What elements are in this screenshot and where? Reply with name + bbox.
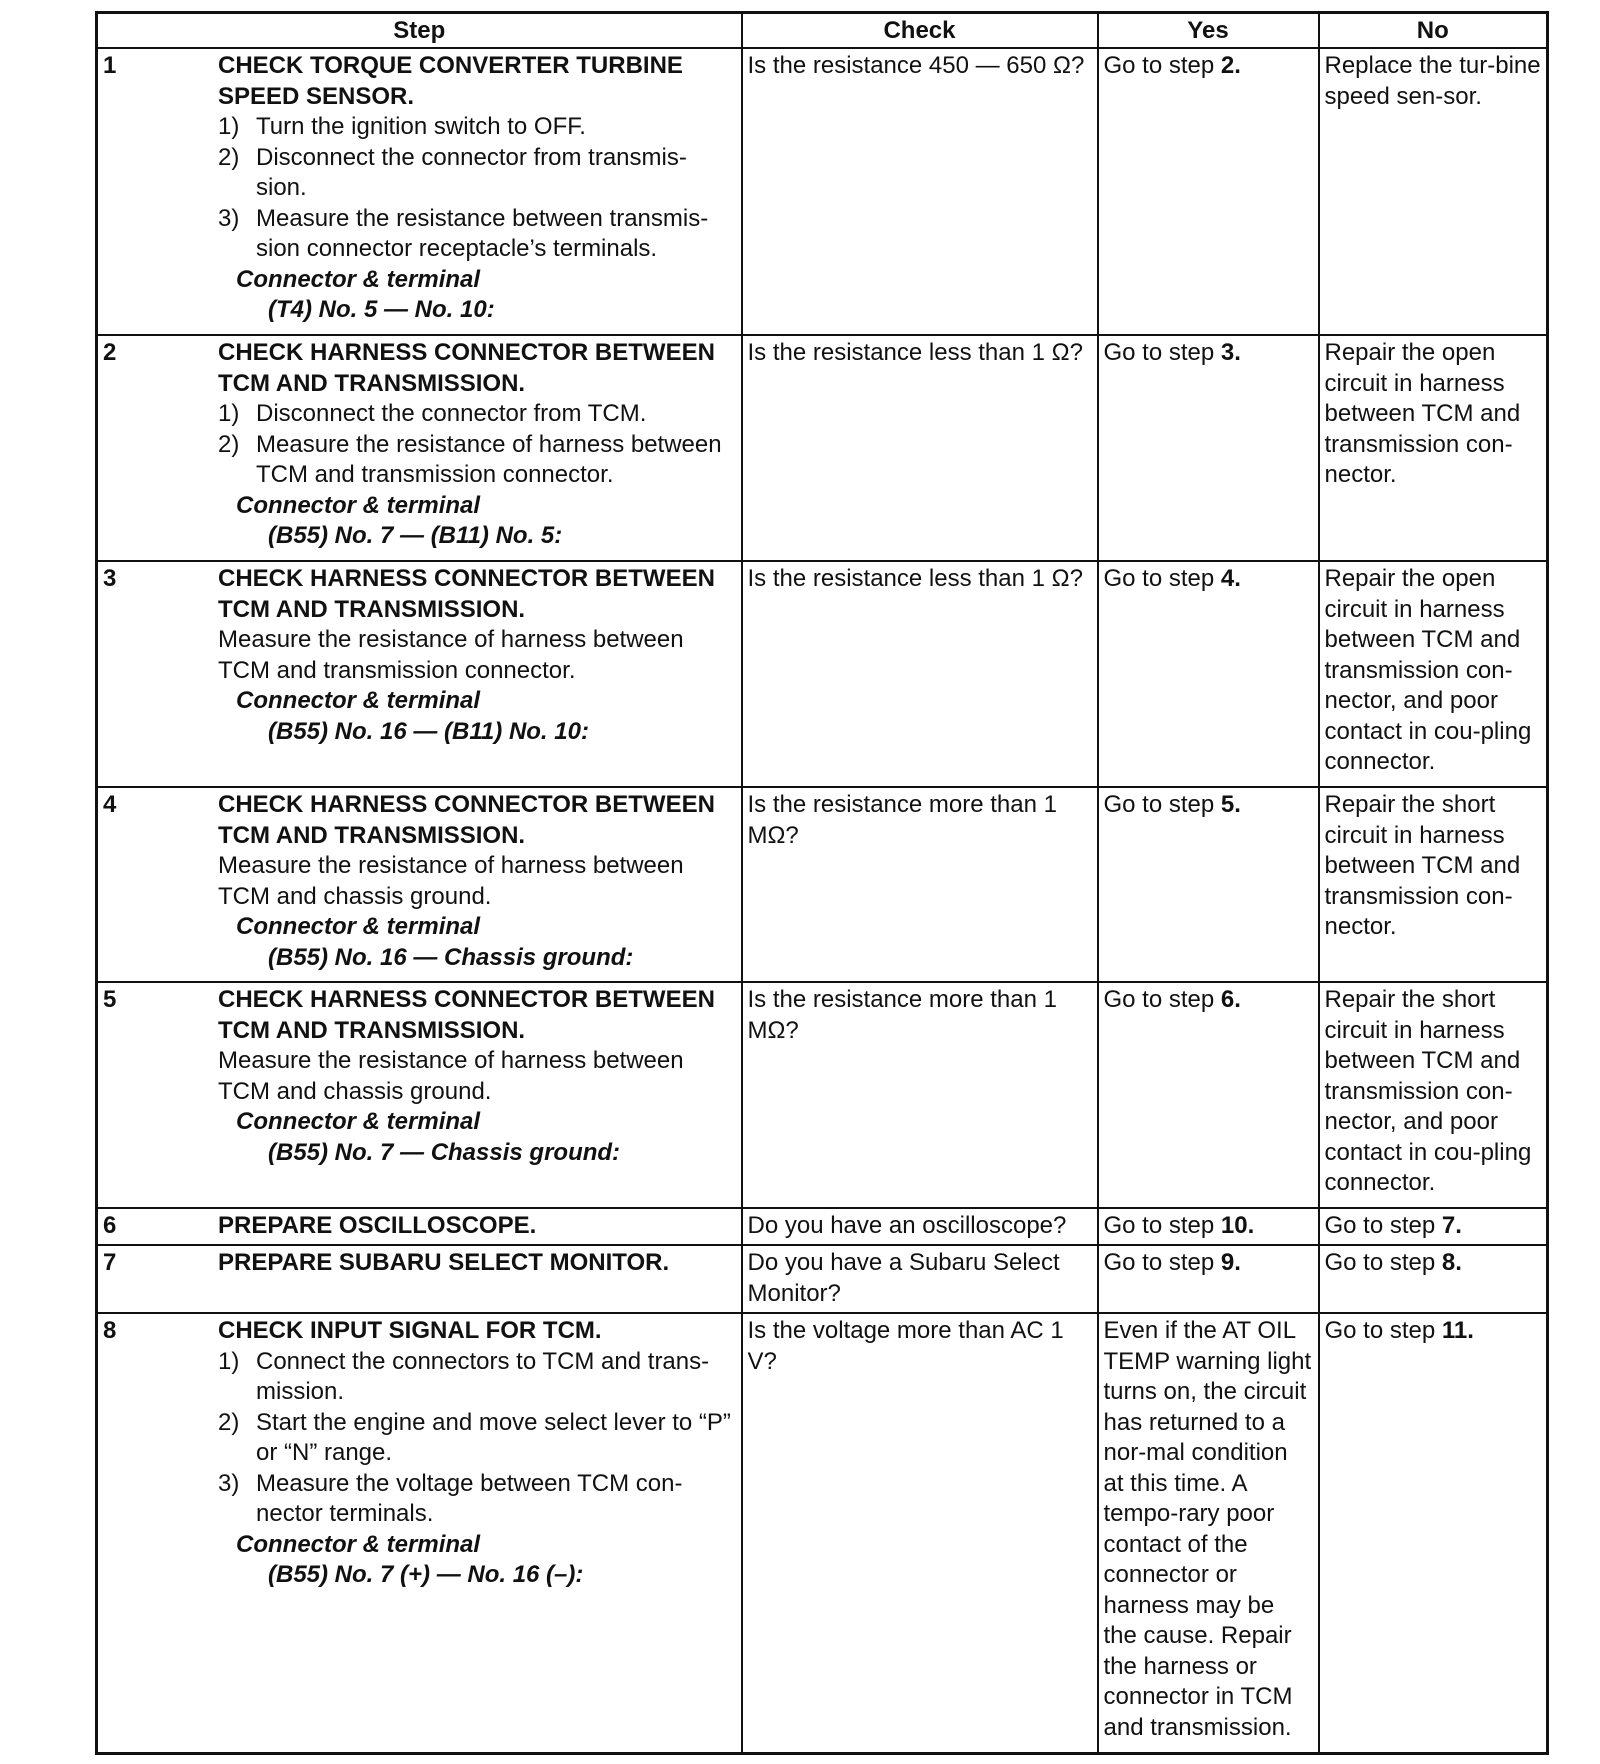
substep-number: 3) — [218, 204, 240, 232]
substep-text: Connect the connectors to TCM and trans-mission. — [256, 1347, 710, 1405]
check-cell: Is the resistance more than 1 MΩ? — [742, 787, 1098, 982]
connector-label: Connector & terminal — [236, 491, 481, 519]
check-cell: Do you have a Subaru Select Monitor? — [742, 1245, 1098, 1313]
step-body — [218, 564, 736, 747]
header-check: Check — [742, 13, 1098, 49]
yes-step-ref: 3. — [1220, 339, 1241, 366]
step-body — [218, 985, 736, 1168]
substep — [218, 399, 736, 430]
yes-cell — [1098, 982, 1319, 1208]
header-row — [97, 13, 1548, 49]
no-cell — [1319, 787, 1548, 982]
step-title: PREPARE OSCILLOSCOPE. — [218, 1212, 537, 1239]
no-cell — [1319, 48, 1548, 335]
step-cell: 4 CHECK HARNESS CONNECTOR BETWEEN TCM AND TRANSMISSION. Measure the resistance of harness between TCM and chassis ground. Connector & terminal (B55) No. 16 — Chassis ground: — [97, 787, 742, 982]
step-cell: 7 PREPARE SUBARU SELECT MONITOR. — [97, 1245, 742, 1313]
connector-label: Connector & terminal — [236, 687, 481, 714]
no-cell — [1319, 1313, 1548, 1754]
substep — [218, 1347, 736, 1408]
yes-text: Go to step — [1103, 565, 1215, 592]
substep-number: 1) — [218, 113, 240, 140]
yes-cell — [1098, 48, 1319, 335]
yes-cell — [1098, 1245, 1319, 1313]
substep — [218, 204, 736, 265]
step-title: CHECK HARNESS CONNECTOR BETWEEN TCM AND TRANSMISSION. — [218, 565, 715, 623]
connector-terminal: (T4) No. 5 — No. 10: — [268, 296, 495, 323]
step-instruction: Measure the resistance of harness between TCM and chassis ground. — [218, 852, 684, 910]
yes-text: Go to step — [1103, 791, 1215, 818]
table-row — [97, 1208, 1548, 1245]
substep-text: Measure the resistance between transmis-sion connector receptacle’s terminals. — [256, 204, 709, 262]
substep-text: Disconnect the connector from transmis-sion. — [256, 143, 687, 201]
connector-terminal: (B55) No. 7 — (B11) No. 5: — [268, 522, 563, 549]
connector-terminal: (B55) No. 7 (+) — No. 16 (–): — [268, 1561, 584, 1588]
header-step: Step — [97, 13, 742, 49]
check-cell: Is the resistance less than 1 Ω? — [742, 561, 1098, 787]
yes-step-ref: 5. — [1220, 791, 1241, 818]
step-title: CHECK HARNESS CONNECTOR BETWEEN TCM AND TRANSMISSION. — [218, 986, 715, 1044]
step-body — [218, 790, 736, 973]
substep-number: 1) — [218, 1347, 240, 1375]
yes-step-ref: 2. — [1220, 52, 1241, 79]
no-cell — [1319, 1208, 1548, 1245]
no-text: Go to step — [1324, 1249, 1436, 1276]
no-text: Repair the short circuit in harness between TCM and transmission con-nector. — [1324, 791, 1521, 940]
connector-label: Connector & terminal — [236, 1108, 481, 1135]
yes-cell — [1098, 787, 1319, 982]
substep-number: 2) — [218, 1408, 240, 1436]
step-body — [218, 1211, 736, 1242]
step-body — [218, 51, 736, 326]
yes-step-ref: 6. — [1220, 986, 1241, 1013]
yes-text: Go to step — [1103, 52, 1215, 79]
yes-cell — [1098, 1208, 1319, 1245]
step-instruction: Measure the resistance of harness between TCM and transmission connector. — [218, 626, 684, 684]
step-title: CHECK HARNESS CONNECTOR BETWEEN TCM AND TRANSMISSION. — [218, 339, 715, 397]
connector-label: Connector & terminal — [236, 1530, 481, 1558]
table-row — [97, 561, 1548, 787]
yes-step-ref: 10. — [1220, 1212, 1255, 1239]
table-row — [97, 335, 1548, 561]
substep — [218, 1408, 736, 1469]
substep-number: 3) — [218, 1469, 240, 1497]
no-text: Replace the tur-bine speed sen-sor. — [1324, 52, 1541, 110]
header-yes: Yes — [1098, 13, 1319, 49]
no-text: Go to step — [1324, 1212, 1436, 1239]
connector-label: Connector & terminal — [236, 913, 481, 940]
substep-text: Disconnect the connector from TCM. — [256, 400, 647, 427]
check-cell: Is the resistance 450 — 650 Ω? — [742, 48, 1098, 335]
substep — [218, 143, 736, 204]
check-cell: Is the resistance less than 1 Ω? — [742, 335, 1098, 561]
table-row — [97, 1313, 1548, 1754]
yes-step-ref: 4. — [1220, 565, 1241, 592]
substep — [218, 112, 736, 143]
step-cell: 2 CHECK HARNESS CONNECTOR BETWEEN TCM AND TRANSMISSION. 1) Disconnect the connector from TCM. 2) Measure the resistance of harness between TCM and transmission connector. Connector & terminal (B55) No. 7 — (B11) No. 5: — [97, 335, 742, 561]
yes-step-ref: 9. — [1220, 1249, 1241, 1276]
table-row — [97, 1245, 1548, 1313]
step-cell: 3 CHECK HARNESS CONNECTOR BETWEEN TCM AND TRANSMISSION. Measure the resistance of harness between TCM and transmission connector. Connector & terminal (B55) No. 16 — (B11) No. 10: — [97, 561, 742, 787]
no-step-ref: 8. — [1441, 1249, 1462, 1276]
substep-text: Start the engine and move select lever to “P” or “N” range. — [256, 1408, 731, 1466]
no-step-ref: 11. — [1441, 1317, 1474, 1344]
yes-text: Go to step — [1103, 986, 1215, 1013]
no-cell — [1319, 982, 1548, 1208]
yes-text: Go to step — [1103, 1249, 1215, 1276]
check-cell: Is the voltage more than AC 1 V? — [742, 1313, 1098, 1754]
substep-text: Turn the ignition switch to OFF. — [256, 113, 586, 140]
yes-text: Even if the AT OIL TEMP warning light turns on, the circuit has returned to a nor-mal condition at this time. A tempo-rary poor contact of the connector or harness may be the cause. Repair the harness or connector in TCM and transmission. — [1103, 1317, 1312, 1741]
step-cell: 5 CHECK HARNESS CONNECTOR BETWEEN TCM AND TRANSMISSION. Measure the resistance of harness between TCM and chassis ground. Connector & terminal (B55) No. 7 — Chassis ground: — [97, 982, 742, 1208]
no-text: Repair the short circuit in harness between TCM and transmission con-nector, and poor contact in cou-pling connector. — [1324, 986, 1532, 1196]
no-cell — [1319, 561, 1548, 787]
no-cell — [1319, 335, 1548, 561]
check-cell: Do you have an oscilloscope? — [742, 1208, 1098, 1245]
table-row — [97, 787, 1548, 982]
substep — [218, 1469, 736, 1530]
diagnostic-table — [95, 11, 1549, 1755]
substep-number: 1) — [218, 400, 240, 427]
step-body — [218, 1316, 736, 1591]
header-no: No — [1319, 13, 1548, 49]
yes-text: Go to step — [1103, 1212, 1215, 1239]
step-title: CHECK HARNESS CONNECTOR BETWEEN TCM AND TRANSMISSION. — [218, 791, 715, 849]
substep-text: Measure the voltage between TCM con-nector terminals. — [256, 1469, 683, 1527]
no-text: Repair the open circuit in harness between TCM and transmission con-nector, and poor contact in cou-pling connector. — [1324, 565, 1532, 775]
table-row — [97, 982, 1548, 1208]
step-cell: 6 PREPARE OSCILLOSCOPE. — [97, 1208, 742, 1245]
step-instruction: Measure the resistance of harness between TCM and chassis ground. — [218, 1047, 684, 1105]
substep — [218, 430, 736, 491]
substep-number: 2) — [218, 430, 240, 458]
step-title: CHECK INPUT SIGNAL FOR TCM. — [218, 1317, 602, 1344]
step-cell: 1 CHECK TORQUE CONVERTER TURBINE SPEED SENSOR. 1) Turn the ignition switch to OFF. 2) Disconnect the connector from transmis-sion. 3) Measure the resistance between transmis-sion connector receptacle’s terminals. Connector & terminal (T4) No. 5 — No. 10: — [97, 48, 742, 335]
connector-terminal: (B55) No. 7 — Chassis ground: — [268, 1138, 621, 1166]
no-step-ref: 7. — [1441, 1212, 1462, 1239]
table-row — [97, 48, 1548, 335]
no-text: Repair the open circuit in harness between TCM and transmission con-nector. — [1324, 339, 1521, 488]
yes-cell — [1098, 1313, 1319, 1754]
step-body — [218, 1248, 736, 1279]
no-text: Go to step — [1324, 1317, 1436, 1344]
yes-cell — [1098, 335, 1319, 561]
step-cell: 8 CHECK INPUT SIGNAL FOR TCM. 1) Connect the connectors to TCM and trans-mission. 2) Start the engine and move select lever to “P” or “N” range. 3) Measure the voltage between TCM con-nector terminals. Connector & terminal (B55) No. 7 (+) — No. 16 (–): — [97, 1313, 742, 1754]
connector-label: Connector & terminal — [236, 265, 481, 293]
step-title: CHECK TORQUE CONVERTER TURBINE SPEED SENSOR. — [218, 52, 683, 110]
substep-text: Measure the resistance of harness between TCM and transmission connector. — [256, 430, 722, 488]
yes-text: Go to step — [1103, 339, 1215, 366]
yes-cell — [1098, 561, 1319, 787]
connector-terminal: (B55) No. 16 — (B11) No. 10: — [268, 717, 589, 745]
no-cell — [1319, 1245, 1548, 1313]
check-cell: Is the resistance more than 1 MΩ? — [742, 982, 1098, 1208]
substep-number: 2) — [218, 143, 240, 171]
connector-terminal: (B55) No. 16 — Chassis ground: — [268, 943, 634, 971]
step-body — [218, 338, 736, 552]
step-title: PREPARE SUBARU SELECT MONITOR. — [218, 1249, 670, 1276]
